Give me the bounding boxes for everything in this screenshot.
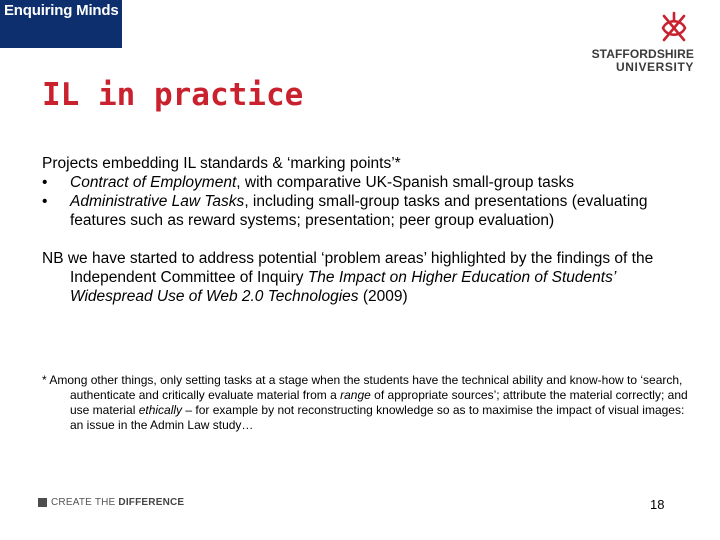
staffordshire-university-logo bbox=[574, 10, 694, 80]
bullet-text: , with comparative UK-Spanish small-group tasks bbox=[236, 174, 574, 191]
nb-year: (2009) bbox=[358, 288, 408, 305]
slide-title: IL in practice bbox=[42, 77, 304, 113]
footnote-text: of appropriate sources’; attribute the material correctly; and use material bbox=[70, 388, 688, 417]
footnote-italic: range bbox=[340, 388, 371, 402]
bullet-italic-title: Contract of Employment bbox=[70, 174, 237, 191]
bullet-text: , including small-group tasks and presentations (evaluating features such as reward systems; presentation; peer group evaluation) bbox=[70, 193, 648, 229]
bullet-item bbox=[42, 173, 692, 192]
nb-text: NB we have started to address potential ‘problem areas’ highlighted by the findings of the Independent Committee of Inquiry bbox=[42, 250, 654, 286]
footnote-text: – for example by not reconstructing knowledge so as to maximise the impact of visual images: an issue in the Admin Law study… bbox=[70, 403, 685, 432]
footnote-text: * Among other things, only setting tasks at a stage when the students have the technical ability and know-how to ‘search, authenticate and critically evaluate material from a bbox=[42, 373, 683, 402]
page-number: 18 bbox=[650, 497, 665, 512]
bullet-marker: • bbox=[42, 193, 48, 210]
nb-report-title: The Impact on Higher Education of Students’ Widespread Use of Web 2.0 Technologies bbox=[70, 269, 616, 305]
bullet-italic-title: Administrative Law Tasks bbox=[70, 193, 245, 210]
square-icon bbox=[38, 498, 47, 507]
footer-text-bold: DIFFERENCE bbox=[118, 497, 185, 508]
bullet-item bbox=[42, 192, 692, 230]
footnote bbox=[42, 373, 692, 433]
intro-line: Projects embedding IL standards & ‘marking points’* bbox=[42, 155, 401, 172]
bullet-marker: • bbox=[42, 174, 48, 191]
badge-text: Enquiring Minds bbox=[4, 2, 119, 19]
enquiring-minds-badge bbox=[0, 0, 122, 48]
logo-line-1: STAFFORDSHIRE bbox=[591, 47, 694, 61]
footnote-italic: ethically bbox=[138, 403, 183, 417]
slide-body bbox=[42, 154, 692, 306]
university-crest-icon bbox=[656, 10, 692, 46]
nb-paragraph bbox=[42, 249, 692, 306]
footer-text-plain: CREATE THE bbox=[51, 497, 119, 508]
logo-line-2: UNIVERSITY bbox=[615, 60, 694, 74]
footer-text bbox=[51, 497, 184, 508]
